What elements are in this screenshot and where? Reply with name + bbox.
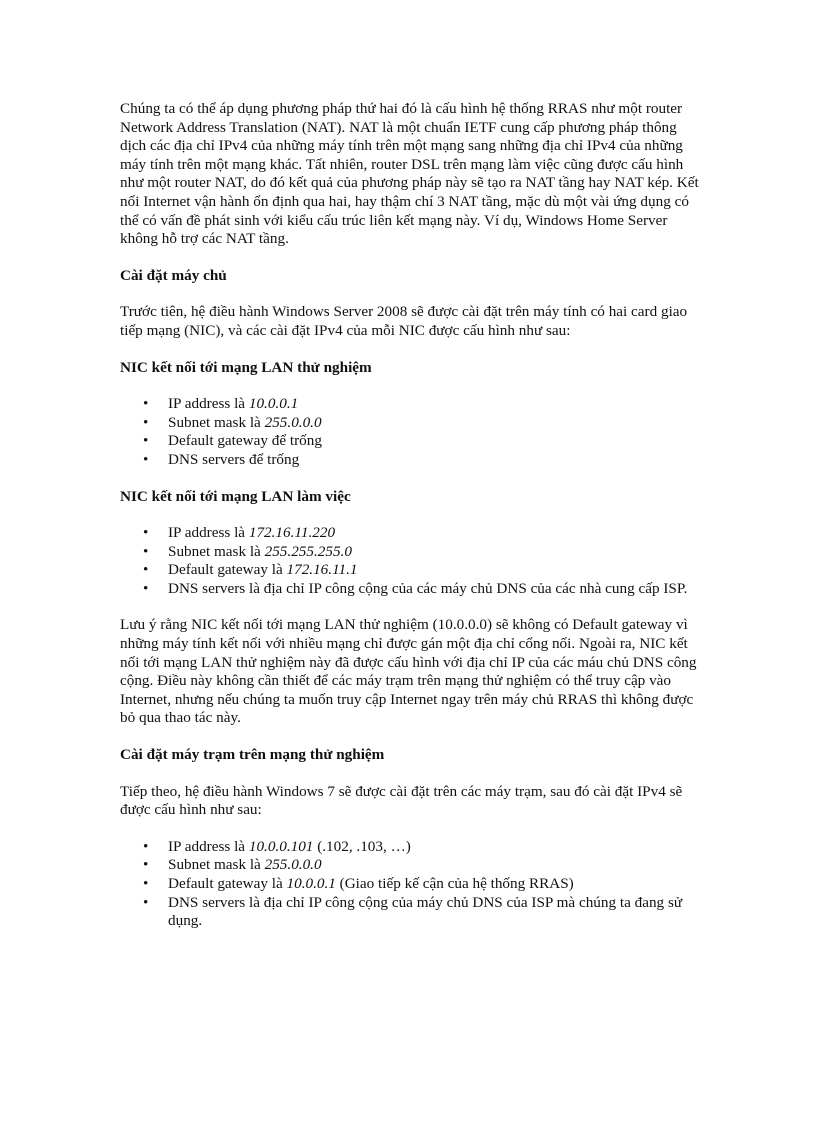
item-text: Default gateway là [168, 875, 287, 892]
list-item [143, 542, 700, 562]
bullet-icon: • [143, 395, 149, 413]
bullet-icon: • [143, 579, 149, 597]
document-page [120, 100, 700, 949]
list-item [143, 893, 700, 931]
list-item [143, 450, 700, 470]
bullet-icon: • [143, 524, 149, 542]
item-text: IP address là [168, 837, 249, 855]
client-list [120, 838, 700, 931]
item-text: IP address là [168, 524, 249, 542]
item-value: 10.0.0.101 [248, 837, 314, 855]
bullet-icon: • [143, 432, 149, 450]
item-value: 255.0.0.0 [264, 856, 322, 874]
item-value: 10.0.0.1 [286, 875, 336, 892]
nic-test-heading: NIC kết nối tới mạng LAN thử nghiệm [120, 358, 372, 376]
bullet-icon: • [143, 837, 149, 855]
nic-test-list [120, 395, 700, 469]
bullet-icon: • [143, 413, 149, 431]
bullet-icon: • [143, 542, 149, 560]
client-setup-paragraph: Tiếp theo, hệ điều hành Windows 7 sẽ được cài đặt trên các máy trạm, sau đó cài đặt IPv4 sẽ được cấu hình như sau: [120, 782, 683, 819]
list-item [143, 579, 700, 599]
list-item [143, 856, 700, 875]
item-text: DNS servers là địa chỉ IP công cộng của máy chủ DNS của ISP mà chúng ta đang sử dụng. [168, 893, 683, 930]
item-value: 172.16.11.220 [248, 524, 336, 542]
item-value: 172.16.11.1 [286, 561, 358, 579]
list-item [143, 875, 700, 894]
item-text: Subnet mask là [168, 542, 265, 560]
list-item [143, 524, 700, 543]
bullet-icon: • [143, 561, 149, 579]
list-item [143, 413, 700, 433]
nic-work-list [120, 524, 700, 598]
item-value: 10.0.0.1 [248, 395, 299, 413]
item-value: 255.255.255.0 [264, 542, 352, 560]
item-text: DNS servers để trống [168, 450, 300, 468]
nic-work-heading: NIC kết nối tới mạng LAN làm việc [120, 487, 351, 505]
list-item [143, 432, 700, 451]
item-text: DNS servers là địa chỉ IP công cộng của các máy chủ DNS của các nhà cung cấp ISP. [168, 579, 688, 597]
bullet-icon: • [143, 875, 149, 892]
item-value: 255.0.0.0 [264, 413, 322, 431]
server-setup-heading: Cài đặt máy chủ [120, 266, 227, 284]
item-text: Default gateway để trống [168, 432, 322, 450]
item-text: Default gateway là [168, 561, 287, 579]
item-text: Subnet mask là [168, 413, 265, 431]
item-suffix: (Giao tiếp kế cận của hệ thống RRAS) [335, 875, 574, 892]
bullet-icon: • [143, 893, 149, 911]
item-suffix: (.102, .103, …) [313, 837, 411, 855]
note-paragraph: Lưu ý rằng NIC kết nối tới mạng LAN thử nghiệm (10.0.0.0) sẽ không có Default gateway vì những máy tính kết nối với nhiều mạng chỉ được gán một địa chỉ cổng nối. Ngoài ra, NIC kết nối tới mạng LAN thử nghiệm này đã được cấu hình với địa chỉ IP của các máu chủ DNS công cộng. Điều này không cần thiết để các máy trạm trên mạng thử nghiệm có thể truy cập vào Internet, nhưng nếu chúng ta muốn truy cập Internet ngay trên máy chủ RRAS thì không được bỏ qua thao tác này. [120, 616, 697, 727]
bullet-icon: • [143, 856, 149, 874]
client-setup-heading: Cài đặt máy trạm trên mạng thử nghiệm [120, 746, 385, 764]
item-text: IP address là [168, 395, 249, 413]
intro-paragraph: Chúng ta có thể áp dụng phương pháp thứ hai đó là cấu hình hệ thống RRAS như một router Network Address Translation (NAT). NAT là một chuẩn IETF cung cấp phương pháp thông dịch các địa chỉ IPv4 của những máy tính trên một mạng sang những địa chỉ IPv4 của những máy tính trên một mạng khác. Tất nhiên, router DSL trên mạng làm việc cũng được cấu hình như một router NAT, do đó kết quả của phương pháp này sẽ tạo ra NAT tầng hay NAT kép. Kết nối Internet vận hành ổn định qua hai, hay thậm chí 3 NAT tầng, mặc dù một vài ứng dụng có thể có vấn đề phát sinh với kiểu cấu trúc liên kết mạng này. Ví dụ, Windows Home Server không hỗ trợ các NAT tầng. [120, 100, 699, 248]
item-text: Subnet mask là [168, 856, 265, 874]
list-item [143, 837, 700, 857]
list-item [143, 561, 700, 580]
list-item [143, 395, 700, 414]
bullet-icon: • [143, 450, 149, 468]
server-setup-paragraph: Trước tiên, hệ điều hành Windows Server 2008 sẽ được cài đặt trên máy tính có hai card giao tiếp mạng (NIC), và các cài đặt IPv4 của mỗi NIC được cấu hình như sau: [120, 303, 688, 339]
